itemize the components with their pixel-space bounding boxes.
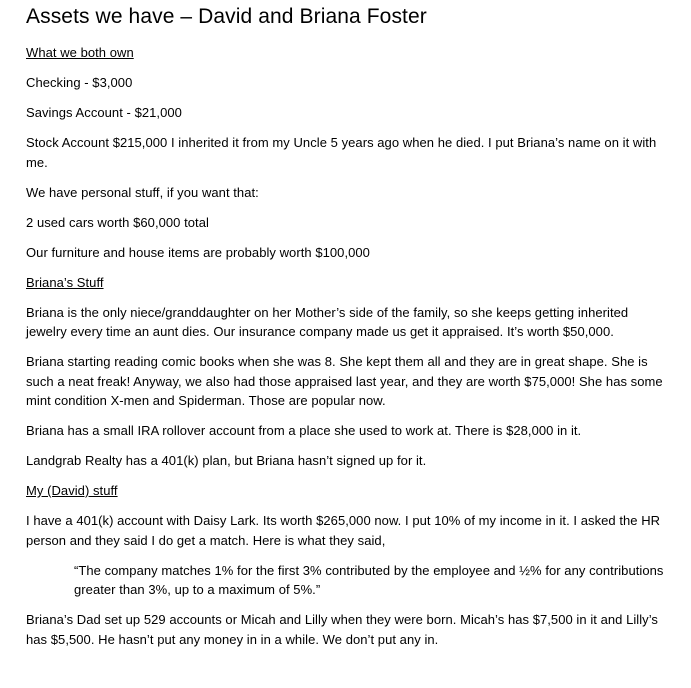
paragraph-cars: 2 used cars worth $60,000 total <box>26 214 209 230</box>
paragraph-jewelry: Briana is the only niece/granddaughter on her Mother’s side of the family, so she keeps getting inherited jewelry every time an aunt dies. Our insurance company made us get it appraised. It’s worth $50,000. <box>26 304 629 339</box>
paragraph-401k-briana: Landgrab Realty has a 401(k) plan, but Briana hasn’t signed up for it. <box>26 453 427 468</box>
document-title: Assets we have – David and Briana Foster <box>26 5 427 28</box>
paragraph-furniture: Our furniture and house items are probably worth $100,000 <box>26 244 370 260</box>
paragraph-ira: Briana has a small IRA rollover account from a place she used to work at. There is $28,000 in it. <box>26 423 582 438</box>
paragraph-personal-stuff: We have personal stuff, if you want that: <box>26 184 259 200</box>
paragraph-401k-david: I have a 401(k) account with Daisy Lark. Its worth $265,000 now. I put 10% of my income in it. I asked the HR person and they said I do get a match. Here is what they said, <box>26 513 661 548</box>
paragraph-savings: Savings Account - $21,000 <box>26 105 182 120</box>
quote-match-policy: “The company matches 1% for the first 3% contributed by the employee and ½% for any contributions greater than 3%, up to a maximum of 5%.” <box>74 562 664 597</box>
section-heading-david: My (David) stuff <box>26 483 118 498</box>
section-heading-briana: Briana’s Stuff <box>26 274 104 290</box>
paragraph-comic-books: Briana starting reading comic books when she was 8. She kept them all and they are in great shape. She is such a neat freak! Anyway, we also had those appraised last year, and they are worth $75,000! She has some mint condition X-men and Spiderman. Those are popular now. <box>26 354 663 408</box>
paragraph-checking: Checking - $3,000 <box>26 75 133 90</box>
paragraph-stock-account: Stock Account $215,000 I inherited it from my Uncle 5 years ago when he died. I put Briana’s name on it with me. <box>26 135 657 170</box>
document-page <box>26 0 666 649</box>
section-heading-joint: What we both own <box>26 45 134 60</box>
paragraph-529-accounts: Briana’s Dad set up 529 accounts or Micah and Lilly when they were born. Micah’s has $7,500 in it and Lilly’s has $5,500. He hasn’t put any money in in a while. We don’t put any in. <box>26 612 658 647</box>
